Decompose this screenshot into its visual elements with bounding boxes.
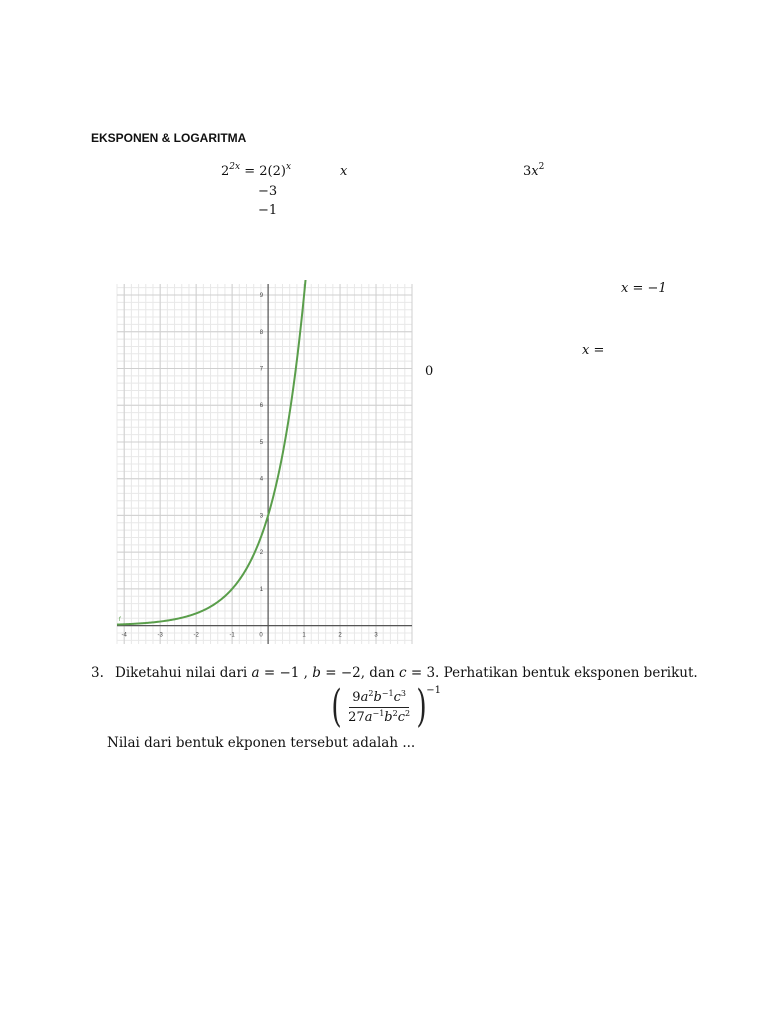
x-tick-label: -1: [229, 632, 235, 639]
left-paren: (: [331, 681, 342, 732]
y-tick-label: 3: [259, 513, 264, 520]
fraction: [345, 690, 413, 725]
page-title: EKSPONEN & LOGARITMA: [91, 131, 247, 145]
option-b: −1: [258, 203, 278, 218]
x-tick-label: 1: [302, 632, 306, 639]
y-tick-label: 1: [259, 586, 264, 593]
x-tick-label: 3: [374, 632, 378, 639]
right-paren: ): [416, 681, 427, 732]
y-tick-label: 8: [259, 329, 264, 336]
equation: $2^{2x} = 2(2)^x$: [221, 162, 292, 179]
y-tick-label: 4: [259, 476, 264, 483]
function-label: f: [118, 617, 121, 624]
zero-value: 0: [425, 364, 434, 379]
x-tick-label: 2: [338, 632, 342, 639]
exponential-graph: [112, 280, 417, 648]
question-3-text: Diketahui nilai dari a = −1 , b = −2, dan c = 3. Perhatikan bentuk eksponen berikut.: [115, 665, 698, 681]
x-tick-label: -2: [193, 632, 199, 639]
fraction-numerator: $9a^2b^{-1}c^3$: [349, 690, 409, 708]
y-tick-label: 6: [259, 403, 264, 410]
x-equals: x =: [582, 343, 605, 358]
y-tick-label: 2: [259, 550, 264, 557]
question-3-followup: Nilai dari bentuk ekponen tersebut adalah ...: [107, 735, 416, 751]
x-tick-label: 0: [259, 632, 263, 639]
x-tick-label: -4: [121, 632, 127, 639]
x-tick-label: -3: [157, 632, 163, 639]
outer-exponent: −1: [426, 685, 441, 696]
variable-x: x: [340, 164, 348, 179]
term-3x2: $3x^2$: [523, 162, 545, 179]
y-tick-label: 9: [259, 293, 264, 300]
y-tick-label: 7: [259, 366, 264, 373]
exponent-expression: [328, 683, 441, 731]
x-equals-neg1: x = −1: [621, 281, 667, 296]
y-tick-label: 5: [259, 439, 264, 446]
question-3-number: 3.: [91, 665, 104, 681]
option-a: −3: [258, 184, 278, 199]
fraction-denominator: $27a^{-1}b^2c^2$: [348, 708, 411, 725]
